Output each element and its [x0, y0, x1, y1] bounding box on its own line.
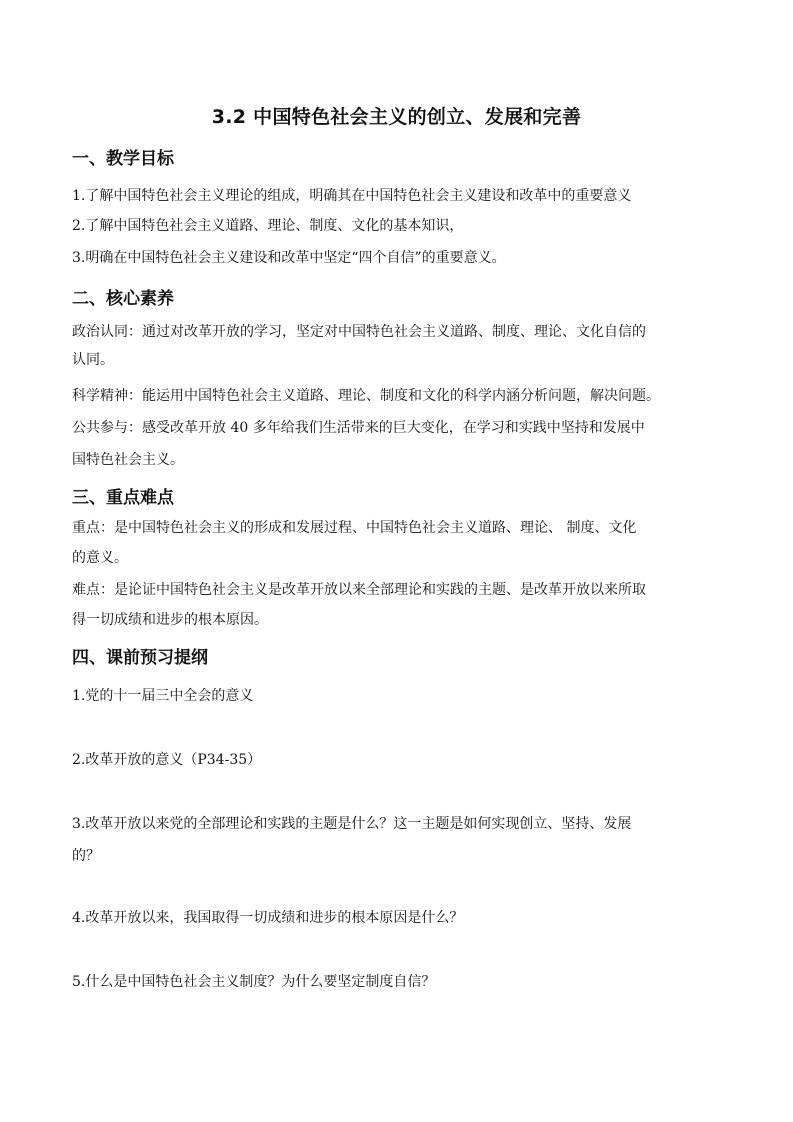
goal-item-1: 1.了解中国特色社会主义理论的组成，明确其在中国特色社会主义建设和改革中的重要意义 [72, 188, 632, 204]
preview-item-4: 4.改革开放以来，我国取得一切成绩和进步的根本原因是什么？ [72, 910, 464, 926]
goal-item-3: 3.明确在中国特色社会主义建设和改革中坚定“四个自信”的重要意义。 [72, 250, 506, 266]
literacy-political-line-1: 政治认同：通过对改革开放的学习，坚定对中国特色社会主义道路、制度、理论、文化自信的 [72, 324, 646, 340]
literacy-public-line-2: 国特色社会主义。 [72, 452, 184, 468]
section-heading-preview-outline: 四、课前预习提纲 [72, 648, 208, 668]
preview-item-5: 5.什么是中国特色社会主义制度？为什么要坚定制度自信？ [72, 974, 436, 990]
literacy-science-line: 科学精神：能运用中国特色社会主义道路、理论、制度和文化的科学内涵分析问题，解决问题。 [72, 388, 660, 404]
key-point-line-1: 重点：是中国特色社会主义的形成和发展过程、中国特色社会主义道路、理论、 制度、文化 [72, 520, 637, 536]
document-title: 3.2 中国特色社会主义的创立、发展和完善 [211, 106, 582, 128]
section-heading-key-points: 三、重点难点 [72, 488, 174, 508]
preview-item-3-line-1: 3.改革开放以来党的全部理论和实践的主题是什么？这一主题是如何实现创立、坚持、发展 [72, 816, 632, 832]
difficulty-line-1: 难点：是论证中国特色社会主义是改革开放以来全部理论和实践的主题、是改革开放以来所取 [72, 582, 646, 598]
key-point-line-2: 的意义。 [72, 550, 128, 566]
section-heading-core-literacy: 二、核心素养 [72, 289, 174, 309]
preview-item-2: 2.改革开放的意义（P34-35） [72, 752, 262, 768]
preview-item-3-line-2: 的？ [72, 848, 100, 864]
literacy-political-line-2: 认同。 [72, 352, 114, 368]
goal-item-2: 2.了解中国特色社会主义道路、理论、制度、文化的基本知识， [72, 218, 464, 234]
literacy-public-line-1: 公共参与：感受改革开放 40 多年给我们生活带来的巨大变化，在学习和实践中坚持和发展中 [72, 420, 645, 436]
section-heading-teaching-goals: 一、教学目标 [72, 149, 174, 169]
difficulty-line-2: 得一切成绩和进步的根本原因。 [72, 612, 268, 628]
preview-item-1: 1.党的十一届三中全会的意义 [72, 688, 254, 704]
